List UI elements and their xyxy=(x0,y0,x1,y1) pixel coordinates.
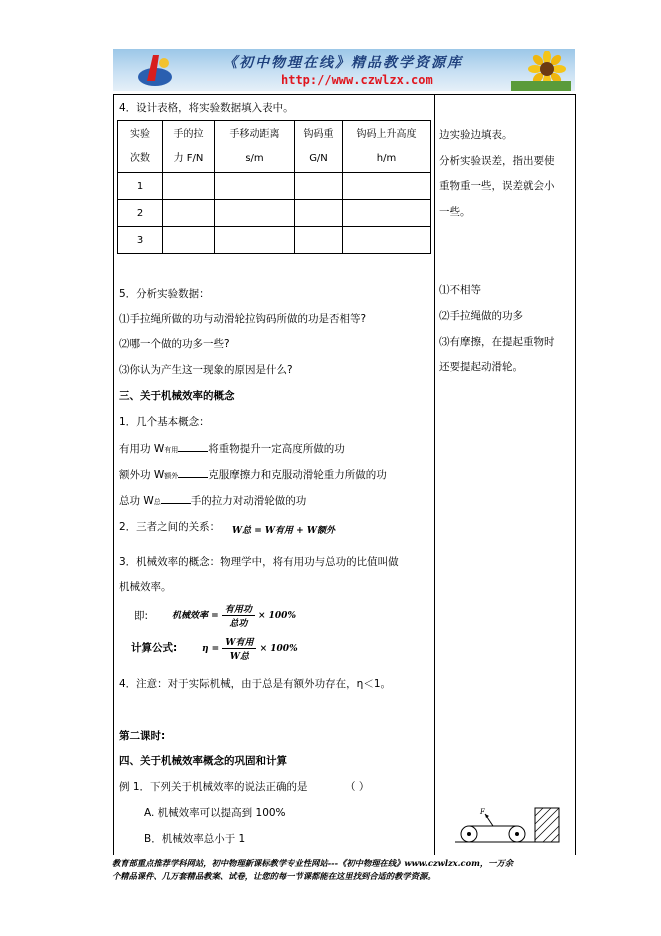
table-cell[interactable] xyxy=(215,227,295,254)
column-divider xyxy=(434,94,435,855)
trial-number: 3 xyxy=(118,227,163,254)
header-cell: 手的拉 力 F/N xyxy=(163,121,215,173)
extra-work-line: 额外功 W额外 克服摩擦力和克服动滑轮重力所做的功 xyxy=(119,469,387,481)
note-error-3: 一些。 xyxy=(439,206,471,218)
table-cell[interactable] xyxy=(215,173,295,200)
efficiency-word-formula: 机械效率 = $\frac{\text{有用功}}{\text{总功}}$ × 100% xyxy=(172,602,296,629)
section-3-heading: 三、关于机械效率的概念 xyxy=(119,390,235,402)
table-cell[interactable] xyxy=(343,173,431,200)
table-cell[interactable] xyxy=(163,227,215,254)
option-a: A. 机械效率可以提高到 100% xyxy=(144,807,286,819)
sunflower-icon xyxy=(511,51,571,91)
efficiency-symbol-formula: η = $\frac{\text{W有用}}{\text{W总}}$ × 100% xyxy=(202,635,298,662)
table-row xyxy=(118,200,431,227)
footer-text xyxy=(112,857,582,883)
header-cell: 钩码上升高度 h/m xyxy=(343,121,431,173)
header-cell: 手移动距离 s/m xyxy=(215,121,295,173)
footer-line-2: 个精品课件、几万套精品教案、试卷，让您的每一节课都能在这里找到合适的教学资源。 xyxy=(112,871,436,881)
table-row xyxy=(118,227,431,254)
table-cell[interactable] xyxy=(295,173,343,200)
answer-3-line-1: ⑶有摩擦，在提起重物时 xyxy=(439,336,555,348)
table-cell[interactable] xyxy=(343,200,431,227)
table-cell[interactable] xyxy=(215,200,295,227)
note-fill-table: 边实验边填表。 xyxy=(439,129,513,141)
note-line: 4．注意：对于实际机械，由于总是有额外功存在，η＜1。 xyxy=(119,678,392,690)
question-1: ⑴手拉绳所做的功与动滑轮拉钩码所做的功是否相等? xyxy=(119,313,367,325)
relation-label: 2．三者之间的关系： xyxy=(119,521,221,533)
efficiency-definition-1: 3．机械效率的概念：物理学中，将有用功与总功的比值叫做 xyxy=(119,556,399,568)
trial-number: 2 xyxy=(118,200,163,227)
banner-title: 《初中物理在线》精品教学资源库 xyxy=(223,55,463,71)
table-cell[interactable] xyxy=(163,200,215,227)
header-cell: 钩码重 G/N xyxy=(295,121,343,173)
question-2: ⑵哪一个做的功多一些? xyxy=(119,338,230,350)
step4-text: 4．设计表格，将实验数据填入表中。 xyxy=(119,102,294,114)
header-cell: 实验 次数 xyxy=(118,121,163,173)
useful-work-line: 有用功 W有用 将重物提升一定高度所做的功 xyxy=(119,443,345,455)
efficiency-definition-2: 机械效率。 xyxy=(119,581,172,593)
table-cell[interactable] xyxy=(295,227,343,254)
relation-formula: W总 = W有用 + W额外 xyxy=(232,526,335,536)
table-cell[interactable] xyxy=(343,227,431,254)
total-work-line: 总功 W总 手的拉力对动滑轮做的功 xyxy=(119,495,307,507)
table-header-row xyxy=(118,121,431,173)
question-3: ⑶你认为产生这一现象的原因是什么? xyxy=(119,364,293,376)
note-error-1: 分析实验误差，指出要使 xyxy=(439,155,555,167)
answer-2: ⑵手拉绳做的功多 xyxy=(439,310,523,322)
experiment-table xyxy=(117,120,431,254)
answer-3-line-2: 还要提起动滑轮。 xyxy=(439,361,523,373)
step5-text: 5．分析实验数据： xyxy=(119,288,210,300)
table-cell[interactable] xyxy=(295,200,343,227)
banner-url[interactable]: http://www.czwlzx.com xyxy=(281,73,433,87)
answer-bracket: （ ） xyxy=(345,781,370,793)
site-logo-icon xyxy=(135,51,175,89)
lesson-2-heading: 第二课时: xyxy=(119,730,166,742)
trial-number: 1 xyxy=(118,173,163,200)
ji-label: 即: xyxy=(134,610,149,622)
answer-1: ⑴不相等 xyxy=(439,284,481,296)
table-cell[interactable] xyxy=(163,173,215,200)
svg-text:F: F xyxy=(480,808,485,816)
concepts-title: 1．几个基本概念： xyxy=(119,416,210,428)
note-error-2: 重物重一些，误差就会小 xyxy=(439,180,555,192)
table-row xyxy=(118,173,431,200)
section-4-heading: 四、关于机械效率概念的巩固和计算 xyxy=(119,755,287,767)
pulley-diagram-icon xyxy=(455,804,563,849)
footer-line-1: 教育部重点推荐学科网站，初中物理新课标教学专业性网站---《初中物理在线》www.czwlzx.com，一万余 xyxy=(112,858,514,868)
calc-label: 计算公式: xyxy=(131,642,178,654)
example-1-text: 例 1．下列关于机械效率的说法正确的是 xyxy=(119,781,308,793)
option-b: B．机械效率总小于 1 xyxy=(144,833,246,845)
site-banner xyxy=(113,49,575,91)
